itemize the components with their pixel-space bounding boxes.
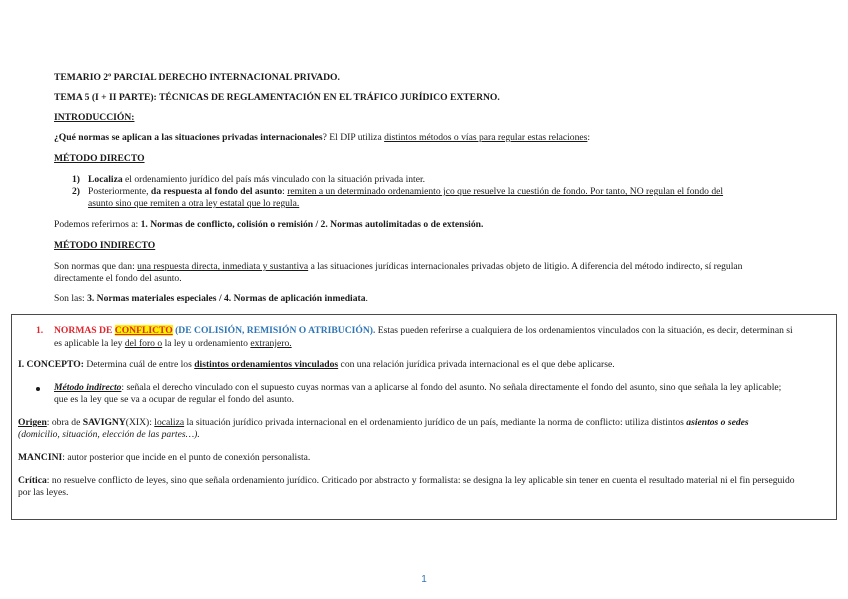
list-item-continuation — [88, 198, 810, 210]
localiza: localiza — [154, 417, 185, 428]
box-text-2-u2: extranjero. — [250, 338, 292, 349]
list-item — [72, 186, 810, 198]
critica-bold: Crítica — [18, 475, 47, 486]
indirecto-line-1 — [54, 261, 812, 273]
indirecto-line-2: directamente el fondo del asunto. — [54, 273, 182, 284]
metodo-bullet-line-1 — [54, 382, 832, 394]
box-heading-line-2 — [54, 338, 830, 350]
son-las-pre: Son las: — [54, 293, 88, 304]
origen-text-1: : obra de — [46, 417, 83, 428]
metodo-indirecto-heading: MÉTODO INDIRECTO — [54, 240, 156, 251]
document-title: TEMARIO 2º PARCIAL DERECHO INTERNACIONAL PRIVADO. — [54, 72, 340, 83]
item-underlined: remiten a un determinado ordenamiento jco que resuelve la cuestión de fondo. Por tanto, NO regulan el fondo del — [287, 186, 724, 197]
concepto-underlined: distintos ordenamientos vinculados — [194, 359, 339, 370]
savigny: SAVIGNY — [82, 417, 126, 428]
metodo-directo-heading: MÉTODO DIRECTO — [54, 153, 145, 164]
son-las-end: . — [365, 293, 368, 304]
normas-conflicto-box — [11, 314, 837, 520]
origen-text-2: (XIX): — [125, 417, 155, 428]
son-las-bold: 3. Normas materiales especiales / 4. Normas de aplicación inmediata — [87, 293, 366, 304]
origen-line — [18, 417, 830, 429]
list-number: 1) — [72, 174, 80, 185]
box-text-2-u1: del foro o — [124, 338, 163, 349]
concepto-text: Determina cuál de entre los — [83, 359, 195, 370]
son-las-line — [54, 293, 812, 305]
indirecto-rest: a las situaciones jurídicas internacionales privadas objeto de litigio. A diferencia del método indirecto, sí regulan — [308, 261, 743, 272]
asientos-sedes: asientos o sedes — [686, 417, 749, 428]
critica-line-2: por las leyes. — [18, 487, 69, 498]
mancini-text: : autor posterior que incide en el punto de conexión personalista. — [62, 452, 311, 463]
indirecto-pre: Son normas que dan: — [54, 261, 138, 272]
normas-de: NORMAS DE — [54, 325, 115, 336]
origen-bold: Origen — [18, 417, 47, 428]
origen-italic: (domicilio, situación, elección de las partes…). — [18, 429, 200, 440]
indirecto-underlined: una respuesta directa, inmediata y sustantiva — [137, 261, 309, 272]
critica-line-1 — [18, 475, 830, 487]
box-paren: (DE COLISIÓN, REMISIÓN O ATRIBUCIÓN). — [172, 325, 376, 336]
box-number: 1. — [36, 325, 44, 336]
box-heading-line — [36, 325, 832, 337]
question-line — [54, 132, 812, 144]
box-text-2-mid: la ley u ordenamiento — [162, 338, 251, 349]
item-pre: Posteriormente, — [88, 186, 151, 197]
item-bold: da respuesta al fondo del asunto — [150, 186, 283, 197]
tema-heading: TEMA 5 (I + II PARTE): TÉCNICAS DE REGLAMENTACIÓN EN EL TRÁFICO JURÍDICO EXTERNO. — [54, 92, 500, 103]
question-bold: ¿Qué normas se aplican a las situaciones privadas internacionales — [54, 132, 323, 143]
concepto-end: con una relación jurídica privada internacional es el que debe aplicarse. — [338, 359, 615, 370]
mancini-line — [18, 452, 830, 464]
critica-text-1: : no resuelve conflicto de leyes, sino que señala ordenamiento jurídico. Criticado por abstracto y formalista: se designa la ley aplicable sin tener en cuenta el resultado material ni el fin perseguido — [46, 475, 795, 486]
mancini-bold: MANCINI — [18, 452, 63, 463]
question-end: : — [587, 132, 591, 143]
referirnos-bold: 1. Normas de conflicto, colisión o remisión / 2. Normas autolimitadas o de extensión. — [140, 219, 484, 230]
referirnos-line — [54, 219, 812, 231]
list-item — [72, 174, 810, 186]
intro-heading: INTRODUCCIÓN: — [54, 112, 135, 123]
question-rest: ? El DIP utiliza — [322, 132, 385, 143]
question-underlined: distintos métodos o vías para regular estas relaciones — [384, 132, 588, 143]
item-underlined-2: asunto sino que remiten a otra ley estatal que lo regula. — [88, 198, 300, 209]
referirnos-pre: Podemos referirnos a: — [54, 219, 141, 230]
list-number: 2) — [72, 186, 80, 197]
page-number: 1 — [421, 574, 427, 585]
metodo-indirecto-text: : señala el derecho vinculado con el supuesto cuyas normas van a aplicarse al fondo del asunto. No señala directamente el fondo del asunto, sino que señala la ley aplicable; — [121, 382, 782, 393]
metodo-indirecto-bold: Método indirecto — [54, 382, 122, 393]
concepto-bold: I. CONCEPTO: — [18, 359, 84, 370]
metodo-bullet-line-2: que es la ley que se va a ocupar de regular el fondo del asunto. — [54, 394, 295, 405]
origen-text-3: la situación jurídico privada internacional en el ordenamiento jurídico de un país, mediante la norma de conflicto: utiliza distintos — [184, 417, 687, 428]
item-bold: Localiza — [88, 174, 123, 185]
conflicto-highlight: CONFLICTO — [114, 325, 173, 336]
concepto-line — [18, 359, 830, 371]
item-text: el ordenamiento jurídico del país más vinculado con la situación privada inter. — [122, 174, 426, 185]
item-mid: : — [282, 186, 288, 197]
bullet-icon — [36, 387, 40, 391]
box-text-2-pre: es aplicable la ley — [54, 338, 125, 349]
box-text-1: Estas pueden referirse a cualquiera de los ordenamientos vinculados con la situación, es decir, determinan si — [375, 325, 793, 336]
